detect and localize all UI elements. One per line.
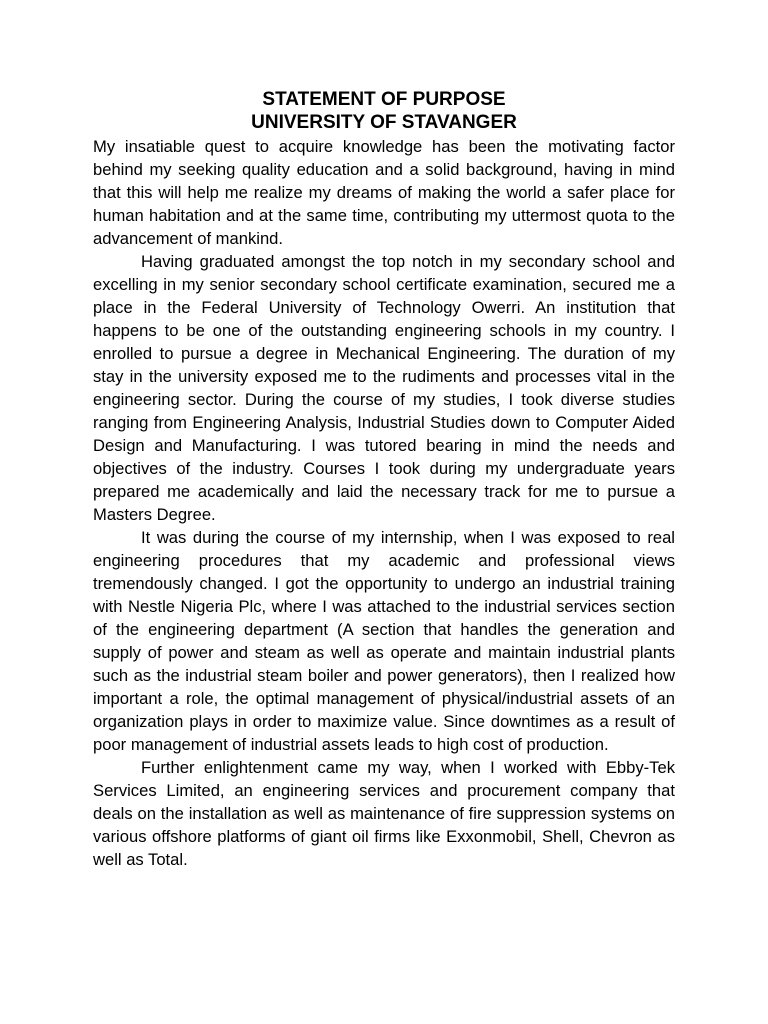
paragraph-internship: It was during the course of my internship, when I was exposed to real engineering procedures that my academic and professional views tremendously changed. I got the opportunity to undergo an industrial training with Nestle Nigeria Plc, where I was attached to the industrial services section of the engineering department (A section that handles the generation and supply of power and steam as well as operate and maintain industrial plants such as the industrial steam boiler and power generators), then I realized how important a role, the optimal management of physical/industrial assets of an organization plays in order to maximize value. Since downtimes as a result of poor management of industrial assets leads to high cost of production.	[93, 528, 675, 754]
document-title	[93, 88, 675, 134]
document-page	[93, 88, 675, 871]
title-university: UNIVERSITY OF STAVANGER	[251, 112, 517, 133]
paragraph-education: Having graduated amongst the top notch in my secondary school and excelling in my senior secondary school certificate examination, secured me a place in the Federal University of Technology Owerri. An institution that happens to be one of the outstanding engineering schools in my country. I enrolled to pursue a degree in Mechanical Engineering. The duration of my stay in the university exposed me to the rudiments and processes vital in the engineering sector. During the course of my studies, I took diverse studies ranging from Engineering Analysis, Industrial Studies down to Computer Aided Design and Manufacturing. I was tutored bearing in mind the needs and objectives of the industry. Courses I took during my undergraduate years prepared me academically and laid the necessary track for me to pursue a Masters Degree.	[93, 252, 675, 524]
title-statement-of-purpose: STATEMENT OF PURPOSE	[262, 89, 506, 110]
paragraph-intro: My insatiable quest to acquire knowledge has been the motivating factor behind my seeking quality education and a solid background, having in mind that this will help me realize my dreams of making the world a safer place for human habitation and at the same time, contributing my uttermost quota to the advancement of mankind.	[93, 137, 675, 248]
paragraph-work-experience: Further enlightenment came my way, when I worked with Ebby-Tek Services Limited, an engineering services and procurement company that deals on the installation as well as maintenance of fire suppression systems on various offshore platforms of giant oil firms like Exxonmobil, Shell, Chevron as well as Total.	[93, 758, 675, 869]
